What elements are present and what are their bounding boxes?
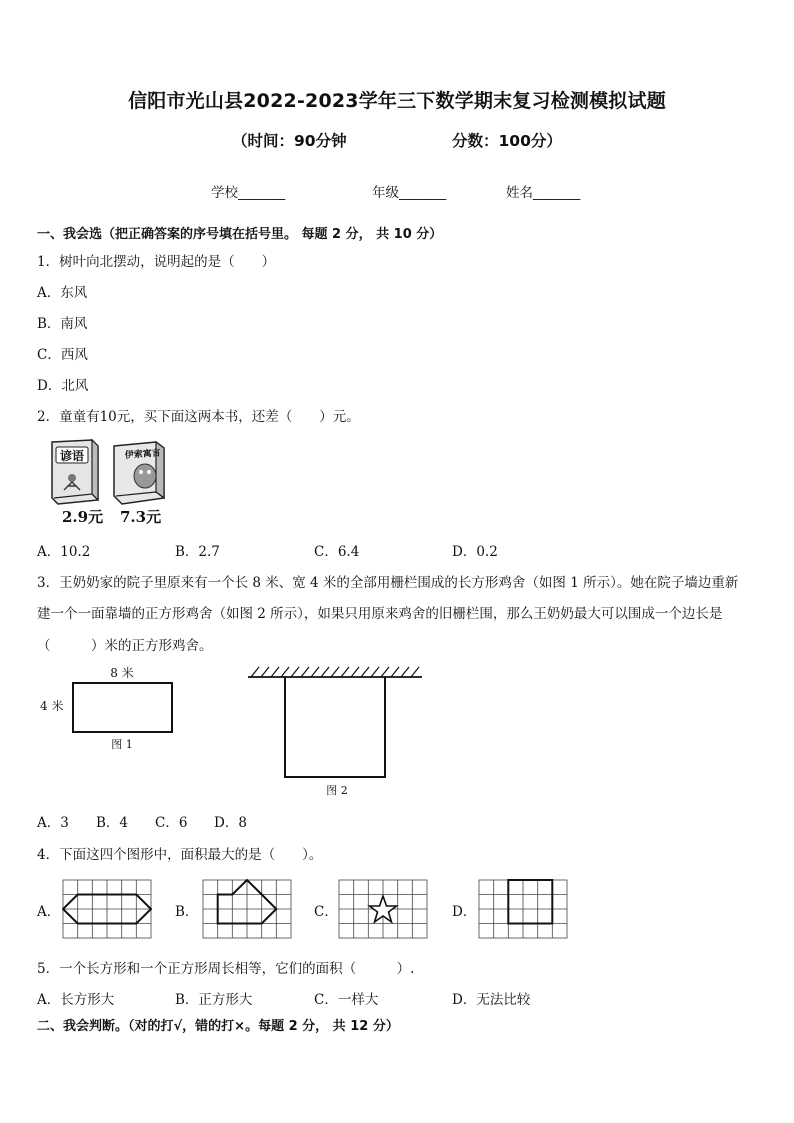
q4-label-c: C．	[314, 904, 338, 920]
q1-option-b: B．南风	[37, 316, 88, 332]
q1-option-a: A．东风	[37, 285, 88, 301]
books-illustration	[44, 438, 174, 534]
question-1: 1．树叶向北摆动，说明起的是（ ）	[37, 254, 276, 270]
fig1-width-label: 4 米	[40, 699, 64, 713]
q4-shape-a	[62, 879, 152, 943]
q1-option-c: C．西风	[37, 347, 88, 363]
exam-time: （时间：90分钟	[232, 132, 347, 150]
question-4: 4．下面这四个图形中，面积最大的是（ ）。	[37, 847, 323, 863]
price-2: 7.3元	[120, 508, 162, 526]
grade-field: 年级_______	[372, 185, 447, 201]
book2-title: 伊索寓言	[124, 448, 162, 461]
q2-option-c: C．6.4	[314, 544, 360, 560]
q4-label-a: A．	[37, 904, 61, 920]
q5-option-c: C．一样大	[314, 992, 379, 1008]
q3-option-a: A．3	[37, 815, 69, 831]
q4-label-d: D．	[452, 904, 477, 920]
q2-option-b: B．2.7	[175, 544, 220, 560]
q1-option-d: D．北风	[37, 378, 89, 394]
q5-option-d: D．无法比较	[452, 992, 531, 1008]
q4-label-b: B．	[175, 904, 199, 920]
section-1-heading: 一、我会选（把正确答案的序号填在括号里。 每题 2 分， 共 10 分）	[37, 227, 443, 242]
fig1-length-label: 8 米	[110, 666, 134, 680]
fig1-caption: 图 1	[111, 738, 133, 751]
q3-option-c: C．6	[155, 815, 188, 831]
q4-shape-d	[478, 879, 568, 943]
question-3-line-1: 3．王奶奶家的院子里原来有一个长 8 米、宽 4 米的全部用栅栏围成的长方形鸡舍（如图 1 所示）。她在院子墙边重新	[37, 575, 739, 591]
q3-option-b: B．4	[96, 815, 129, 831]
q3-option-d: D．8	[214, 815, 247, 831]
name-field: 姓名_______	[506, 185, 581, 201]
page-title: 信阳市光山县2022-2023学年三下数学期末复习检测模拟试题	[128, 90, 666, 112]
figure-1	[36, 662, 186, 758]
question-5: 5．一个长方形和一个正方形周长相等，它们的面积（ ）.	[37, 961, 415, 977]
question-2: 2．童童有10元，买下面这两本书，还差（ ）元。	[37, 409, 360, 425]
school-field: 学校_______	[211, 185, 286, 201]
q5-option-a: A．长方形大	[37, 992, 115, 1008]
q4-shape-c	[338, 879, 428, 943]
book-aesop-icon	[114, 442, 164, 504]
book-proverbs-icon	[52, 440, 98, 504]
section-2-heading: 二、我会判断。（对的打√，错的打×。每题 2 分， 共 12 分）	[37, 1019, 399, 1034]
fig2-caption: 图 2	[326, 784, 348, 797]
exam-score: 分数：100分）	[452, 132, 562, 150]
wall-hatching	[251, 667, 419, 677]
q2-option-d: D．0.2	[452, 544, 498, 560]
question-3-line-2: 建一个一面靠墙的正方形鸡舍（如图 2 所示），如果只用原来鸡舍的旧栅栏围，那么王奶奶最大可以围成一个边长是	[37, 606, 723, 622]
price-1: 2.9元	[62, 508, 104, 526]
q4-shape-b	[202, 879, 292, 943]
q2-option-a: A．10.2	[37, 544, 91, 560]
book1-title: 谚语	[59, 449, 85, 463]
question-3-line-3: （ ）米的正方形鸡舍。	[37, 638, 213, 654]
q5-option-b: B．正方形大	[175, 992, 253, 1008]
figure-2	[245, 664, 425, 804]
